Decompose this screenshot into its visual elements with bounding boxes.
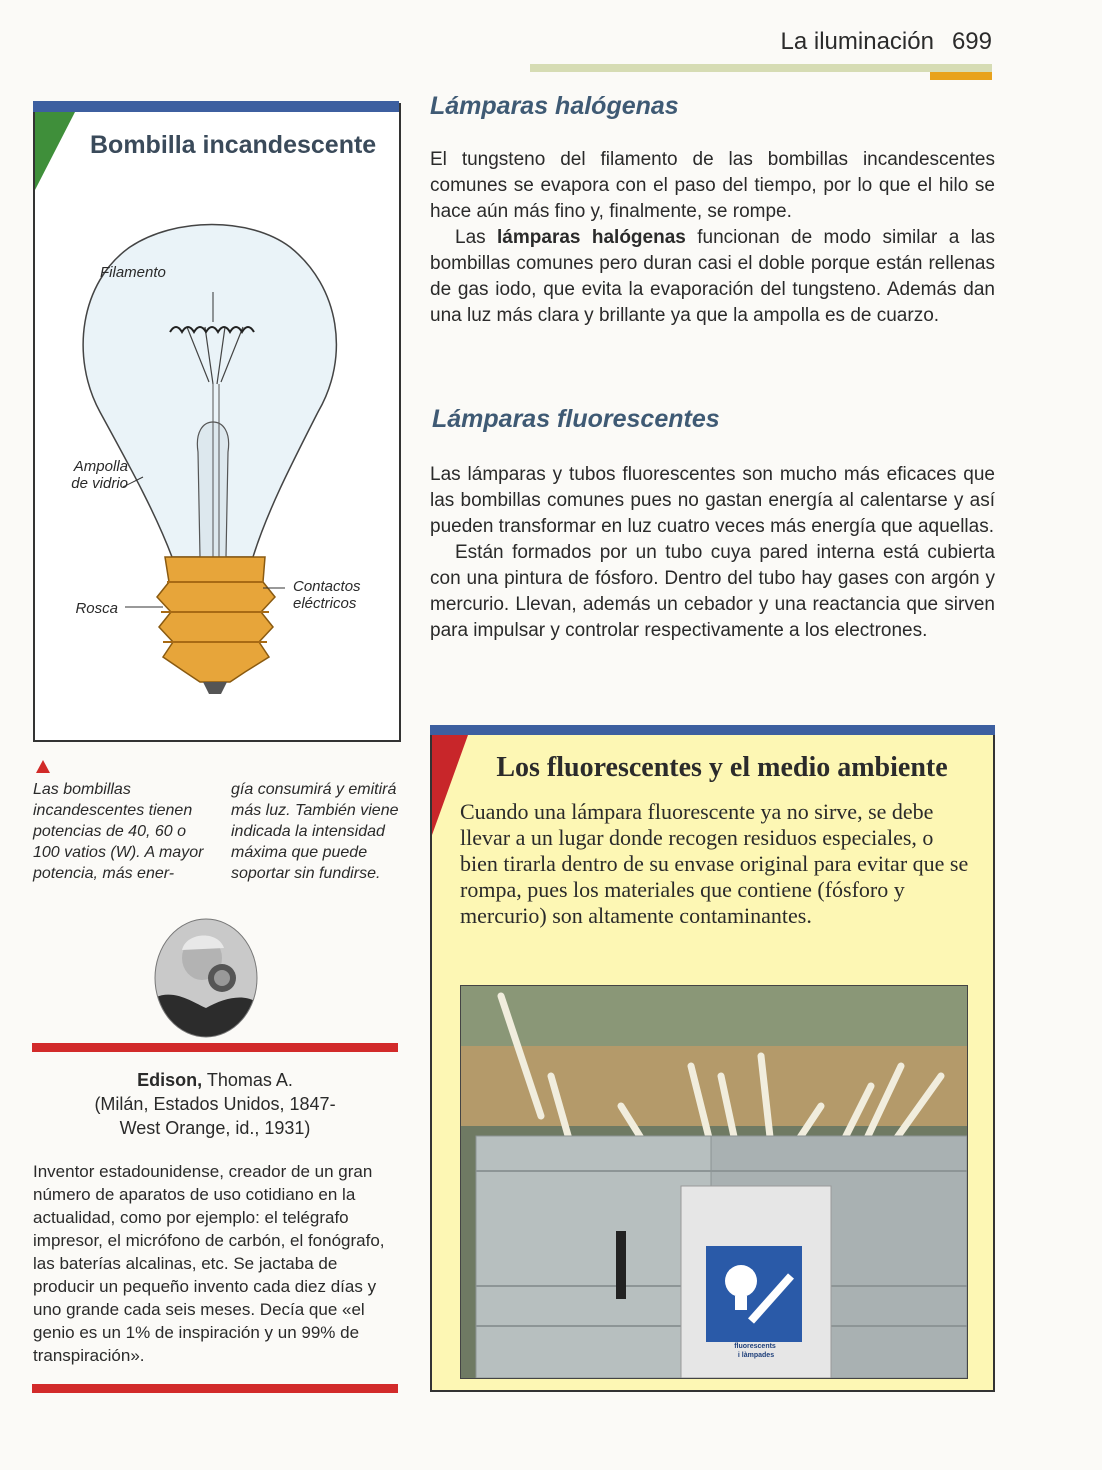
page-number: 699	[951, 28, 992, 55]
bio-heading	[40, 1068, 390, 1140]
halogen-p2	[430, 225, 995, 329]
recycling-photo-art	[461, 986, 967, 1378]
bio-dates: (Milán, Estados Unidos, 1847- West Orange, id., 1931)	[94, 1094, 336, 1138]
fluorescent-p1: Las lámparas y tubos fluorescentes son mucho más eficaces que las bombillas comunes pues no gastan energía al calentarse y así pueden transformar en luz cuatro veces más energía que aquellas.	[430, 464, 995, 537]
contact-tip	[203, 682, 227, 694]
bio-name-bold: Edison,	[137, 1070, 203, 1090]
section-title: La iluminación	[780, 28, 934, 55]
figure-top-bar	[33, 101, 399, 112]
label-contacts: Contactos eléctricos	[293, 578, 361, 612]
bio-text: Inventor estadounidense, creador de un gran número de aparatos de uso cotidiano en la actualidad, como por ejemplo: el telégrafo impresor, el micrófono de carbón, el fonógrafo, las baterías alcalinas, etc. Se jactaba de producir un pequeño invento cada diez días y uno grande cada seis meses. Decía que «el genio es un 1% de inspiración y un 99% de transpiración».	[33, 1162, 385, 1365]
heading-halogen: Lámparas halógenas	[430, 92, 679, 120]
label-thread: Rosca	[75, 600, 118, 617]
recycling-photo	[460, 985, 968, 1379]
label-filament: Filamento	[100, 264, 166, 281]
halogen-p2-start: Las	[455, 227, 498, 248]
halogen-p1: El tungsteno del filamento de las bombillas incandescentes comunes se evapora con el paso del tiempo, por lo que el hilo se hace aún más fino y, finalmente, se rompe.	[430, 149, 995, 222]
caption-marker-icon	[36, 760, 50, 773]
bio-rule-top	[32, 1043, 398, 1052]
bulb-illustration	[35, 112, 397, 737]
bio-rule-bottom	[32, 1384, 398, 1393]
info-box-text: Cuando una lámpara fluorescente ya no sirve, se debe llevar a un lugar donde recogen residuos especiales, o bien tirarla dentro de su envase original para evitar que se rompa, pues los materiales que contiene (fósforo y mercurio) son altamente contaminantes.	[460, 799, 969, 928]
bio-name-rest: Thomas A.	[206, 1070, 293, 1090]
figure-title: Bombilla incandescente	[90, 131, 377, 159]
figure-caption-col1: Las bombillas incandescentes tienen potencias de 40, 60 o 100 vatios (W). A mayor potencia, más ener-	[33, 781, 204, 882]
halogen-p2-bold: lámparas halógenas	[497, 227, 686, 248]
halogen-p2-end: funcionan de modo similar a las bombillas comunes pero duran casi el doble porque están rellenas de gas iodo, que evita la evaporación del tungsteno. Además dan una luz más clara y brillante ya que la ampolla es de cuarzo.	[430, 227, 995, 326]
figure-caption-col2: gía consumirá y emitirá más luz. También viene indicada la intensidad máxima que puede soportar sin fundirse.	[231, 781, 399, 882]
info-box-title: Los fluorescentes y el medio ambiente	[496, 752, 948, 783]
info-box-top-bar	[430, 725, 995, 735]
fluorescent-text	[430, 462, 995, 644]
halogen-text	[430, 147, 995, 329]
header-rule-accent	[930, 72, 992, 80]
edison-portrait	[154, 918, 258, 1038]
label-glass-bulb: Ampolla de vidrio	[71, 458, 128, 492]
green-corner	[35, 112, 75, 190]
fluorescent-p2: Están formados por un tubo cuya pared interna está cubierta con una pintura de fósforo. Dentro del tubo hay gases con argón y mercurio. Llevan, además un cebador y una reactancia que sirven para impulsar y controlar respectivamente a los electrones.	[430, 542, 995, 641]
header-rule	[530, 64, 992, 72]
photo-sign-line1: fluorescents	[734, 1343, 776, 1350]
photo-sign-line2: i làmpades	[737, 1352, 775, 1359]
screw-base	[157, 557, 275, 682]
heading-fluorescent: Lámparas fluorescentes	[432, 405, 720, 433]
running-header	[700, 28, 992, 56]
